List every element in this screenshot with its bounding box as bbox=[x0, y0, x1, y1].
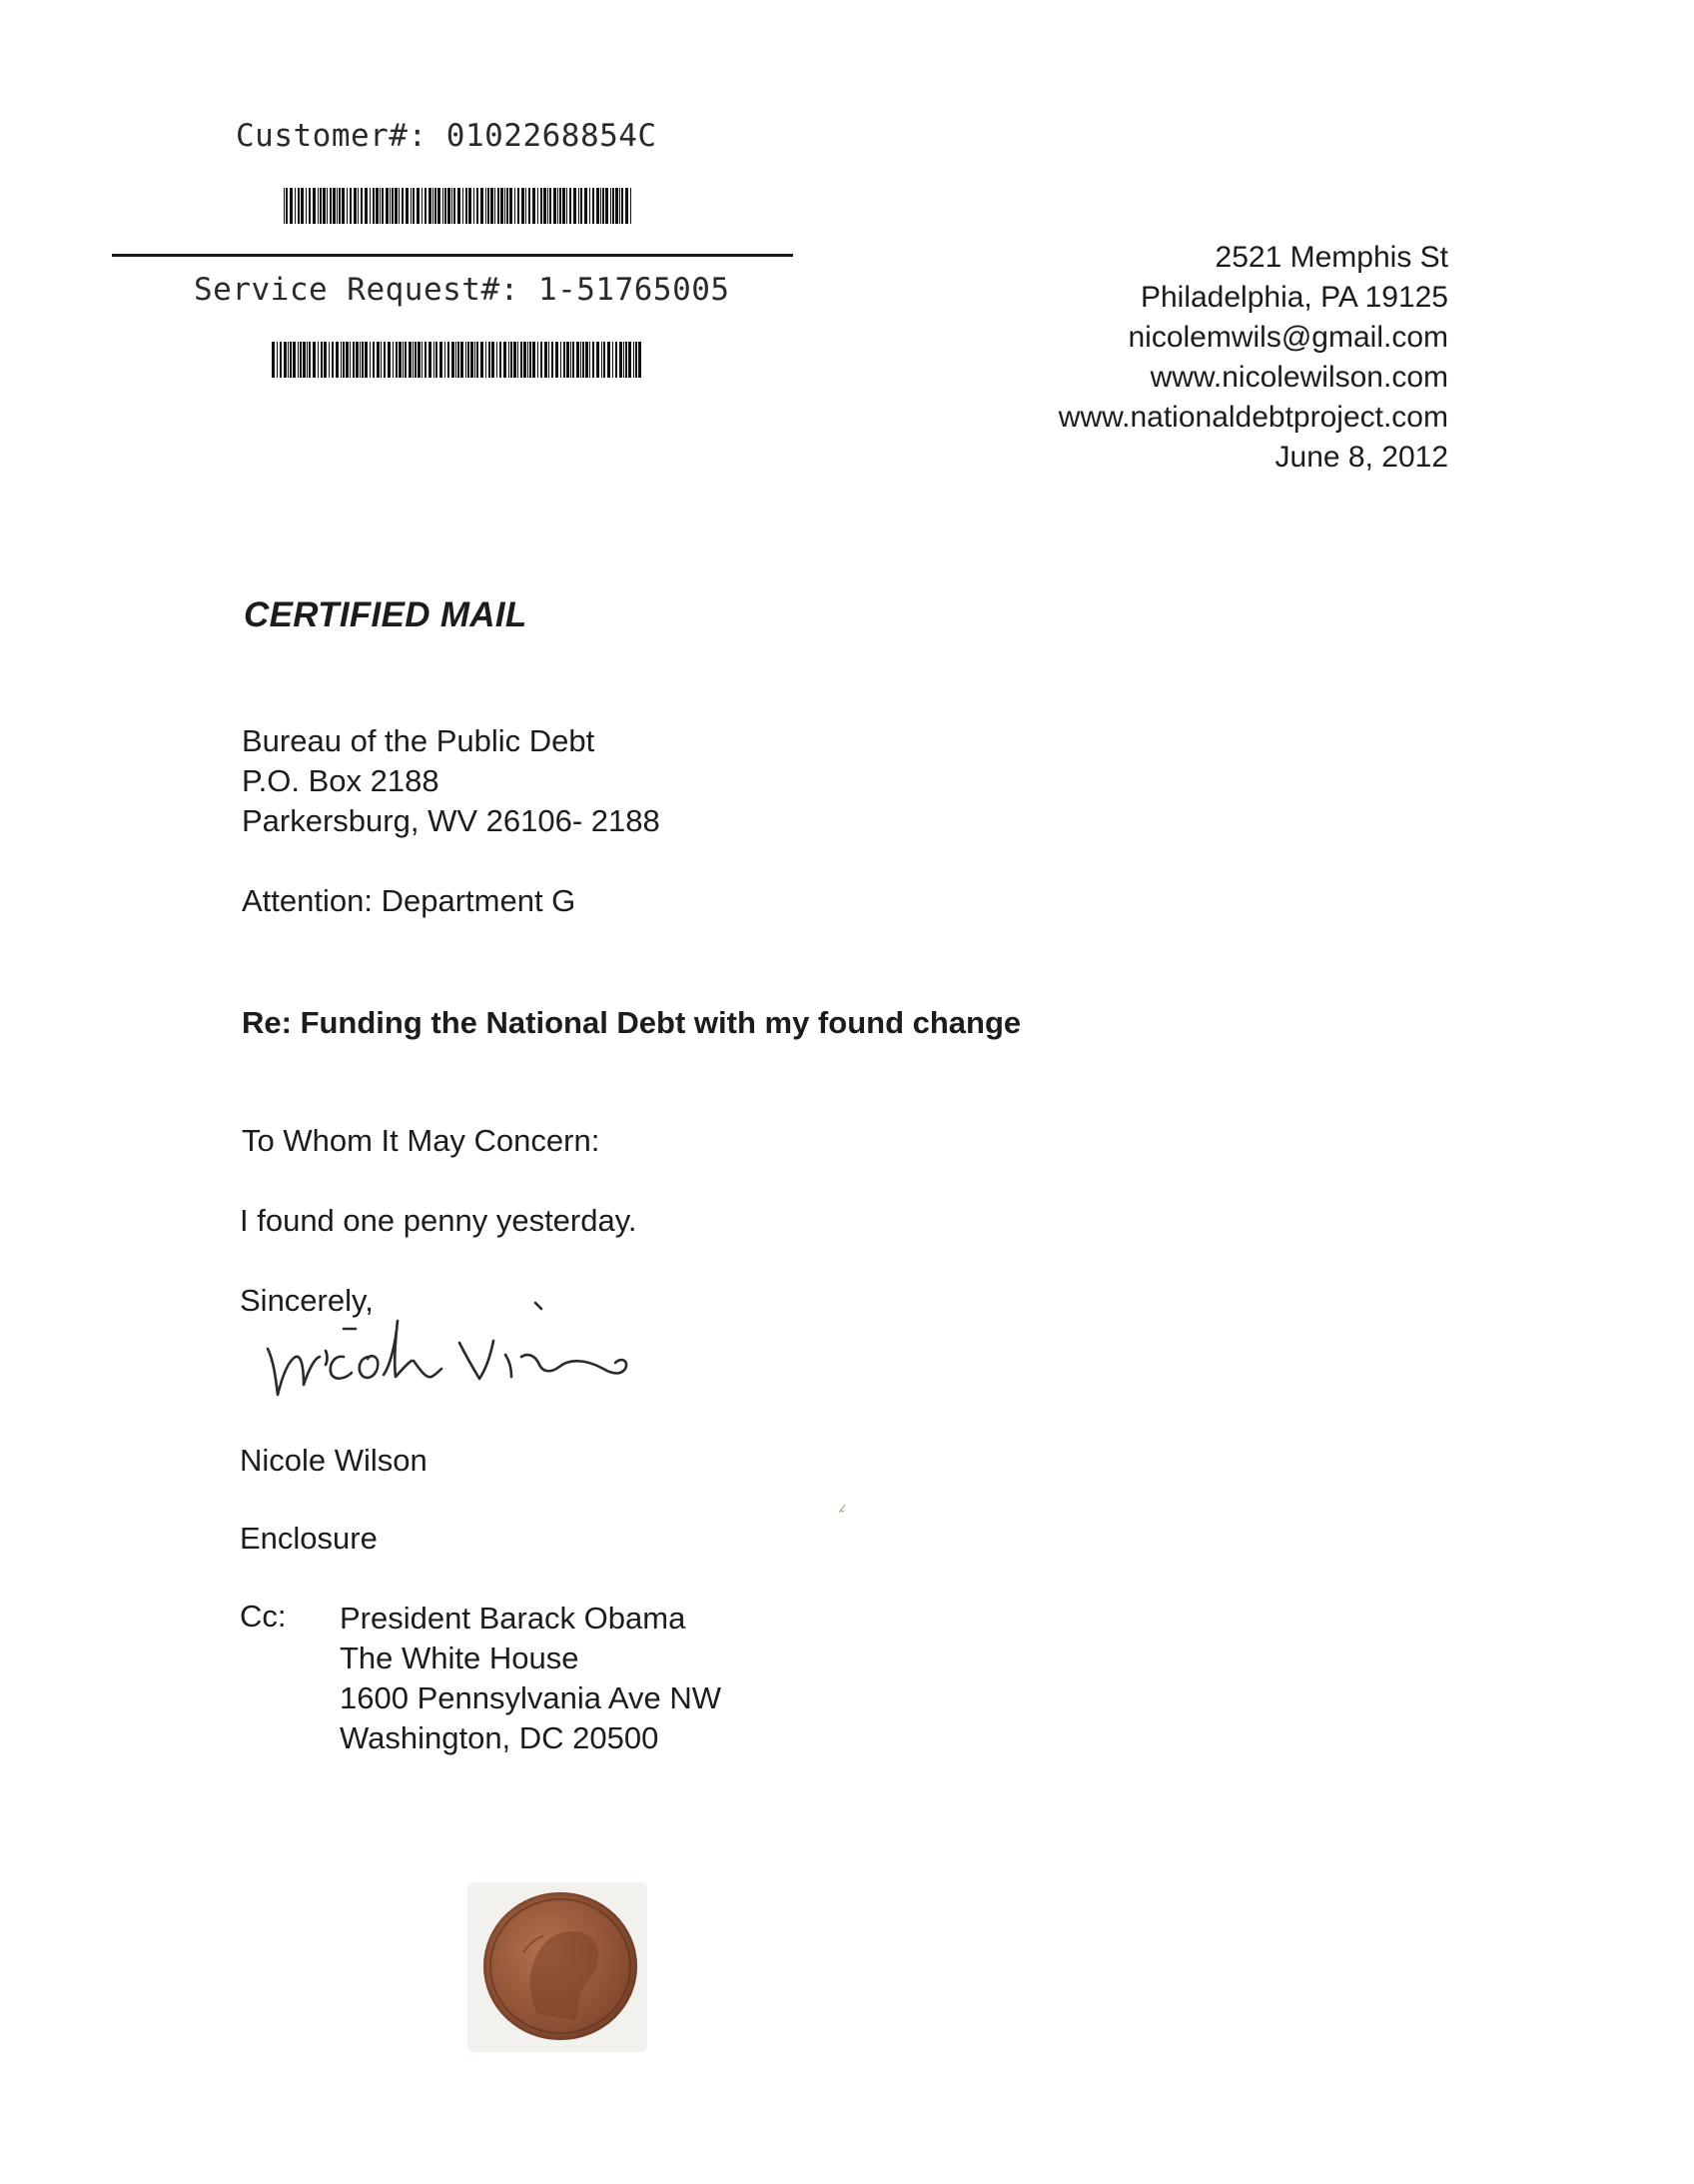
sender-address bbox=[1059, 238, 1448, 478]
subject-line: Re: Funding the National Debt with my found change bbox=[242, 1005, 1022, 1040]
cc-line-2: The White House bbox=[340, 1640, 579, 1675]
sender-website: www.nicolewilson.com bbox=[1150, 361, 1448, 394]
sender-city-state-zip: Philadelphia, PA 19125 bbox=[1140, 281, 1448, 314]
cc-name: President Barack Obama bbox=[340, 1601, 686, 1636]
letter-body: I found one penny yesterday. bbox=[240, 1203, 637, 1238]
salutation: To Whom It May Concern: bbox=[242, 1123, 600, 1158]
cc-label: Cc: bbox=[240, 1599, 287, 1634]
closing: Sincerely, bbox=[240, 1283, 374, 1318]
attention-line: Attention: Department G bbox=[242, 883, 576, 918]
header-divider bbox=[112, 254, 793, 257]
signature-image bbox=[260, 1299, 729, 1409]
customer-number: Customer#: 0102268854C bbox=[236, 118, 657, 154]
enclosure-note: Enclosure bbox=[240, 1521, 378, 1556]
signer-name: Nicole Wilson bbox=[240, 1443, 427, 1478]
recipient-po-box: P.O. Box 2188 bbox=[242, 763, 439, 798]
sender-email: nicolemwils@gmail.com bbox=[1128, 321, 1448, 354]
customer-barcode bbox=[284, 188, 633, 224]
service-request-number: Service Request#: 1-51765005 bbox=[194, 272, 730, 308]
cc-line-3: 1600 Pennsylvania Ave NW bbox=[340, 1680, 721, 1715]
service-request-barcode bbox=[272, 342, 641, 378]
letter-date: June 8, 2012 bbox=[1274, 441, 1448, 474]
sender-project-website: www.nationaldebtproject.com bbox=[1058, 401, 1448, 434]
cc-recipient bbox=[340, 1599, 721, 1758]
penny-coin bbox=[483, 1892, 637, 2040]
lincoln-profile-icon bbox=[483, 1892, 637, 2040]
certified-mail-heading: CERTIFIED MAIL bbox=[244, 595, 527, 634]
scan-fleck bbox=[837, 1503, 847, 1515]
recipient-address bbox=[242, 721, 660, 841]
sender-street: 2521 Memphis St bbox=[1215, 241, 1448, 274]
cc-line-4: Washington, DC 20500 bbox=[340, 1720, 659, 1755]
recipient-name: Bureau of the Public Debt bbox=[242, 723, 595, 758]
recipient-city-state-zip: Parkersburg, WV 26106- 2188 bbox=[242, 803, 660, 838]
